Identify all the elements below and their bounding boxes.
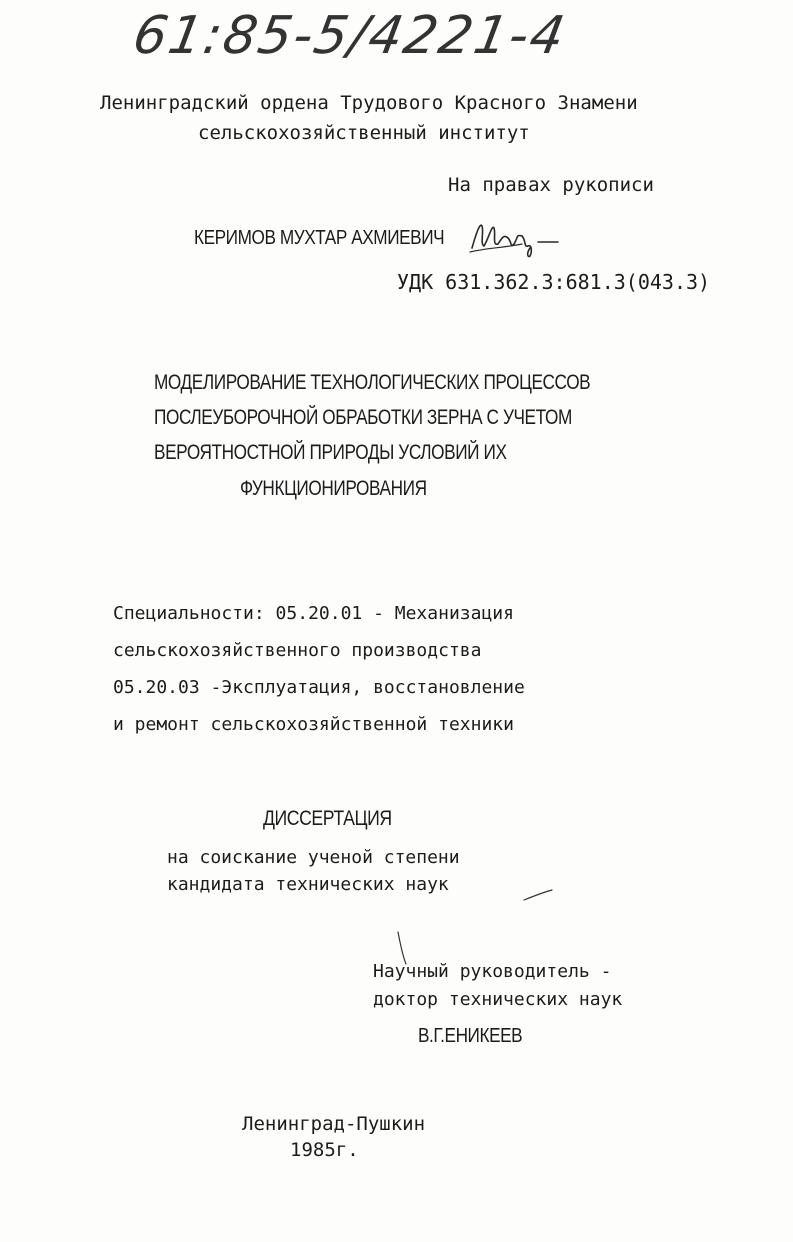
year: 1985г.: [290, 1139, 359, 1161]
signature-icon: [466, 214, 566, 262]
institution-line-1: Ленинградский ордена Трудового Красного Знамени: [100, 92, 638, 114]
title-line-1: МОДЕЛИРОВАНИЕ ТЕХНОЛОГИЧЕСКИХ ПРОЦЕССОВ: [154, 371, 591, 394]
city: Ленинград-Пушкин: [242, 1113, 426, 1135]
title-line-3: ВЕРОЯТНОСТНОЙ ПРИРОДЫ УСЛОВИЙ ИХ: [154, 441, 507, 464]
specialty-line-2: сельскохозяйственного производства: [113, 640, 482, 661]
supervisor-title: Научный руководитель -: [373, 961, 612, 982]
specialty-line-4: и ремонт сельскохозяйственной техники: [113, 714, 514, 735]
title-line-2: ПОСЛЕУБОРОЧНОЙ ОБРАБОТКИ ЗЕРНА С УЧЕТОМ: [154, 406, 572, 429]
supervisor-degree: доктор технических наук: [373, 989, 623, 1010]
supervisor-name: В.Г.ЕНИКЕЕВ: [418, 1025, 523, 1047]
author-name: КЕРИМОВ МУХТАР АХМИЕВИЧ: [194, 227, 445, 249]
institution-line-2: сельскохозяйственный институт: [198, 122, 530, 144]
title-line-4: ФУНКЦИОНИРОВАНИЯ: [240, 477, 427, 500]
manuscript-note: На правах рукописи: [448, 174, 654, 196]
degree-line-2: кандидата технических наук: [167, 874, 449, 895]
archive-code-handwritten: 61:85-5/4221-4: [128, 6, 571, 66]
udk-code: УДК 631.362.3:681.3(043.3): [397, 270, 711, 294]
specialty-line-1: Специальности: 05.20.01 - Механизация: [113, 603, 514, 624]
document-type: ДИССЕРТАЦИЯ: [263, 807, 392, 830]
degree-line-1: на соискание ученой степени: [167, 847, 460, 868]
specialty-line-3: 05.20.03 -Эксплуатация, восстановление: [113, 677, 525, 698]
pen-mark-icon: [522, 888, 554, 902]
